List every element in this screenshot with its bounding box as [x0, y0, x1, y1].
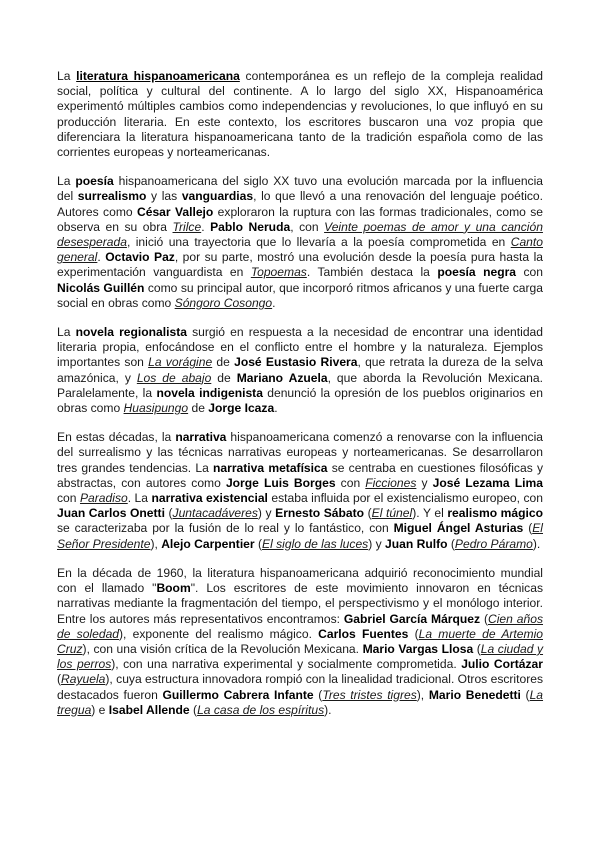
paragraph-novela-regionalista	[57, 325, 543, 416]
bold-term: Boom	[156, 581, 191, 596]
text-run: ) y	[257, 506, 276, 521]
text-run: hispanoamericana comenzó a renovarse con la influencia del surrealismo y las técnicas narrativas europeas y norteamericanas. Se desarrollaron tres grandes tendencias. La	[57, 430, 544, 475]
text-run: de	[188, 401, 209, 416]
text-run: denunció la opresión de los pueblos originarios en obras como	[57, 385, 543, 416]
text-run: con	[57, 491, 80, 506]
text-run: se centraba en cuestiones filosóficas y abstractas, con autores como	[57, 460, 543, 490]
bold-term: Jorge Luis Borges	[225, 475, 336, 490]
text-run: se caracterizaba por la fusión de lo real y lo fantástico, con	[57, 521, 394, 536]
text-run: (	[364, 506, 372, 521]
text-run: ), cuya estructura innovadora rompió con la linealidad tradicional. Otros escritores destacados fueron	[57, 672, 544, 702]
work-title-link: La ciudad y los perros	[57, 641, 544, 672]
text-run: , con	[290, 219, 325, 234]
work-title-link: El Señor Presidente	[57, 521, 543, 551]
text-run: (	[164, 506, 173, 521]
bold-term: surrealismo	[77, 189, 147, 204]
text-run: ),	[150, 536, 162, 551]
work-title-link: Paradiso	[79, 491, 128, 506]
text-run: ". Los escritores de este movimiento innovaron en técnicas narrativas mediante la fragmentación del tiempo, el perspectivismo y el monólogo interior. Entre los autores más representativos encontramos:	[57, 581, 544, 626]
text-run: de	[212, 355, 235, 370]
work-title-link: Sóngoro Cosongo	[174, 295, 273, 310]
work-title-link: La casa de los espíritus	[197, 702, 325, 717]
work-title-link: Huasipungo	[123, 401, 189, 416]
text-run: (	[254, 536, 263, 551]
work-title-link: Cien años de soledad	[57, 611, 543, 641]
work-title-link: Pedro Páramo	[454, 536, 533, 551]
bold-term: Jorge Icaza	[208, 401, 275, 416]
bold-term: realismo mágico	[447, 506, 543, 521]
text-run: (	[408, 626, 419, 641]
work-title-link: Canto general	[57, 235, 543, 265]
work-title-link: Veinte poemas de amor y una canción desesperada	[57, 219, 543, 250]
bold-term: narrativa metafísica	[213, 460, 328, 475]
text-run: y las	[146, 189, 182, 204]
text-run: .	[97, 250, 106, 265]
text-run: ).	[532, 536, 541, 551]
bold-term: poesía negra	[437, 265, 517, 280]
bold-term: vanguardias	[181, 189, 254, 204]
text-run: La	[57, 325, 76, 340]
work-title-link: Topoemas	[250, 265, 307, 280]
bold-term: Pablo Neruda	[210, 219, 291, 234]
text-run: surgió en respuesta a la necesidad de encontrar una identidad literaria propia, enfocándose en el conflicto entre el hombre y la naturaleza. Ejemplos importantes son	[57, 325, 543, 370]
text-run: . También destaca la	[306, 265, 438, 280]
text-run: con	[335, 475, 366, 490]
work-title-link: Trilce	[172, 219, 202, 234]
work-title-link: Ficciones	[365, 475, 417, 490]
text-run: ). Y el	[412, 506, 448, 521]
text-run: ) y	[368, 536, 386, 551]
bold-term: poesía	[75, 174, 114, 189]
text-run: . La	[127, 491, 152, 506]
paragraph-narrativa	[57, 430, 543, 552]
work-title-link: Juntacadáveres	[172, 506, 258, 521]
text-run: (	[313, 687, 323, 702]
work-title-link: El siglo de las luces	[262, 536, 369, 551]
text-run: (	[473, 641, 481, 656]
bold-term: Carlos Fuentes	[318, 626, 409, 641]
text-run: La	[57, 174, 76, 189]
work-title-link: Rayuela	[61, 672, 106, 687]
bold-term: César Vallejo	[137, 204, 214, 219]
bold-term: Mario Vargas Llosa	[362, 641, 474, 656]
bold-term: Alejo Carpentier	[161, 536, 255, 551]
bold-term: Juan Carlos Onetti	[57, 506, 165, 521]
work-title-link: El túnel	[371, 506, 413, 521]
bold-term: Nicolás Guillén	[57, 280, 145, 295]
bold-term: Octavio Paz	[105, 250, 175, 265]
bold-term: José Lezama Lima	[432, 475, 543, 490]
paragraph-intro	[57, 69, 543, 160]
text-run: (	[447, 536, 455, 551]
text-run: de	[211, 370, 237, 385]
text-run: (	[57, 672, 62, 687]
text-run: (	[523, 521, 533, 536]
text-run: estaba influida por el existencialismo europeo, con	[267, 491, 543, 506]
bold-term: narrativa existencial	[151, 491, 268, 506]
text-run: con	[516, 265, 544, 280]
text-run: , que aborda la Revolución Mexicana. Paralelamente, la	[57, 370, 543, 400]
text-run: ).	[324, 702, 332, 717]
bold-term: Guillermo Cabrera Infante	[162, 687, 314, 702]
text-run: (	[520, 687, 530, 702]
text-run: En estas décadas, la	[57, 430, 176, 445]
bold-underlined-term: literatura hispanoamericana	[76, 69, 240, 83]
text-run: (	[480, 611, 488, 626]
text-run: .	[272, 295, 276, 310]
bold-term: Isabel Allende	[108, 702, 190, 717]
bold-term: Mario Benedetti	[428, 687, 521, 702]
text-run: ), con una visión crítica de la Revolución Mexicana.	[82, 641, 363, 656]
paragraph-poesia	[57, 174, 543, 311]
text-run: , que retrata la dureza de la selva amazónica, y	[57, 355, 543, 385]
text-run: ), con una narrativa experimental y socialmente comprometida.	[111, 657, 462, 672]
bold-term: Gabriel García Márquez	[343, 611, 481, 626]
text-run: , lo que llevó a una renovación del lenguaje poético. Autores como	[57, 189, 544, 219]
work-title-link: Los de abajo	[136, 370, 212, 385]
text-run: ) e	[91, 702, 109, 717]
bold-term: Miguel Ángel Asturias	[393, 521, 524, 536]
paragraph-boom	[57, 566, 543, 718]
bold-term: José Eustasio Rivera	[234, 355, 358, 370]
work-title-link: La muerte de Artemio Cruz	[57, 626, 543, 656]
text-run: En la década de 1960, la literatura hispanoamericana adquirió reconocimiento mundial con el llamado "	[57, 565, 543, 596]
text-run: La	[57, 69, 77, 83]
text-run: como su principal autor, que incorporó ritmos africanos y una fuerte carga social en obras como	[57, 280, 543, 310]
bold-term: Mariano Azuela	[236, 370, 328, 385]
text-run: ), exponente del realismo mágico.	[119, 626, 319, 641]
bold-term: Julio Cortázar	[461, 657, 543, 672]
text-run: ),	[416, 687, 429, 702]
text-run: , por su parte, mostró una evolución desde la poesía pura hasta la experimentación vanguardista en	[57, 250, 543, 280]
bold-term: narrativa	[175, 430, 227, 445]
bold-term: Ernesto Sábato	[275, 506, 365, 521]
text-run: exploraron la ruptura con las formas tradicionales, como se observa en su obra	[57, 204, 544, 234]
work-title-link: La tregua	[57, 687, 544, 717]
text-run: (	[189, 702, 198, 717]
text-run: y	[416, 475, 433, 490]
bold-term: novela indigenista	[156, 385, 263, 400]
text-run: hispanoamericana del siglo XX tuvo una evolución marcada por la influencia del	[57, 174, 543, 204]
text-run: contemporánea es un reflejo de la compleja realidad social, política y cultural del continente. A lo largo del siglo XX, Hispanoamérica experimentó múltiples cambios como independencias y revoluciones, lo que influyó en su producción literaria. En este contexto, los escritores buscaron una voz propia que diferenciara la literatura hispanoamericana tanto de la tradición española como de las corrientes europeas y norteamericanas.	[57, 69, 544, 160]
bold-term: Juan Rulfo	[385, 536, 448, 551]
text-run: , inició una trayectoria que lo llevaría a la poesía comprometida en	[126, 235, 511, 250]
text-run: .	[274, 401, 278, 416]
work-title-link: La vorágine	[148, 355, 213, 370]
bold-term: novela regionalista	[75, 325, 187, 340]
text-run: .	[201, 219, 211, 234]
work-title-link: Tres tristes tigres	[322, 687, 417, 702]
